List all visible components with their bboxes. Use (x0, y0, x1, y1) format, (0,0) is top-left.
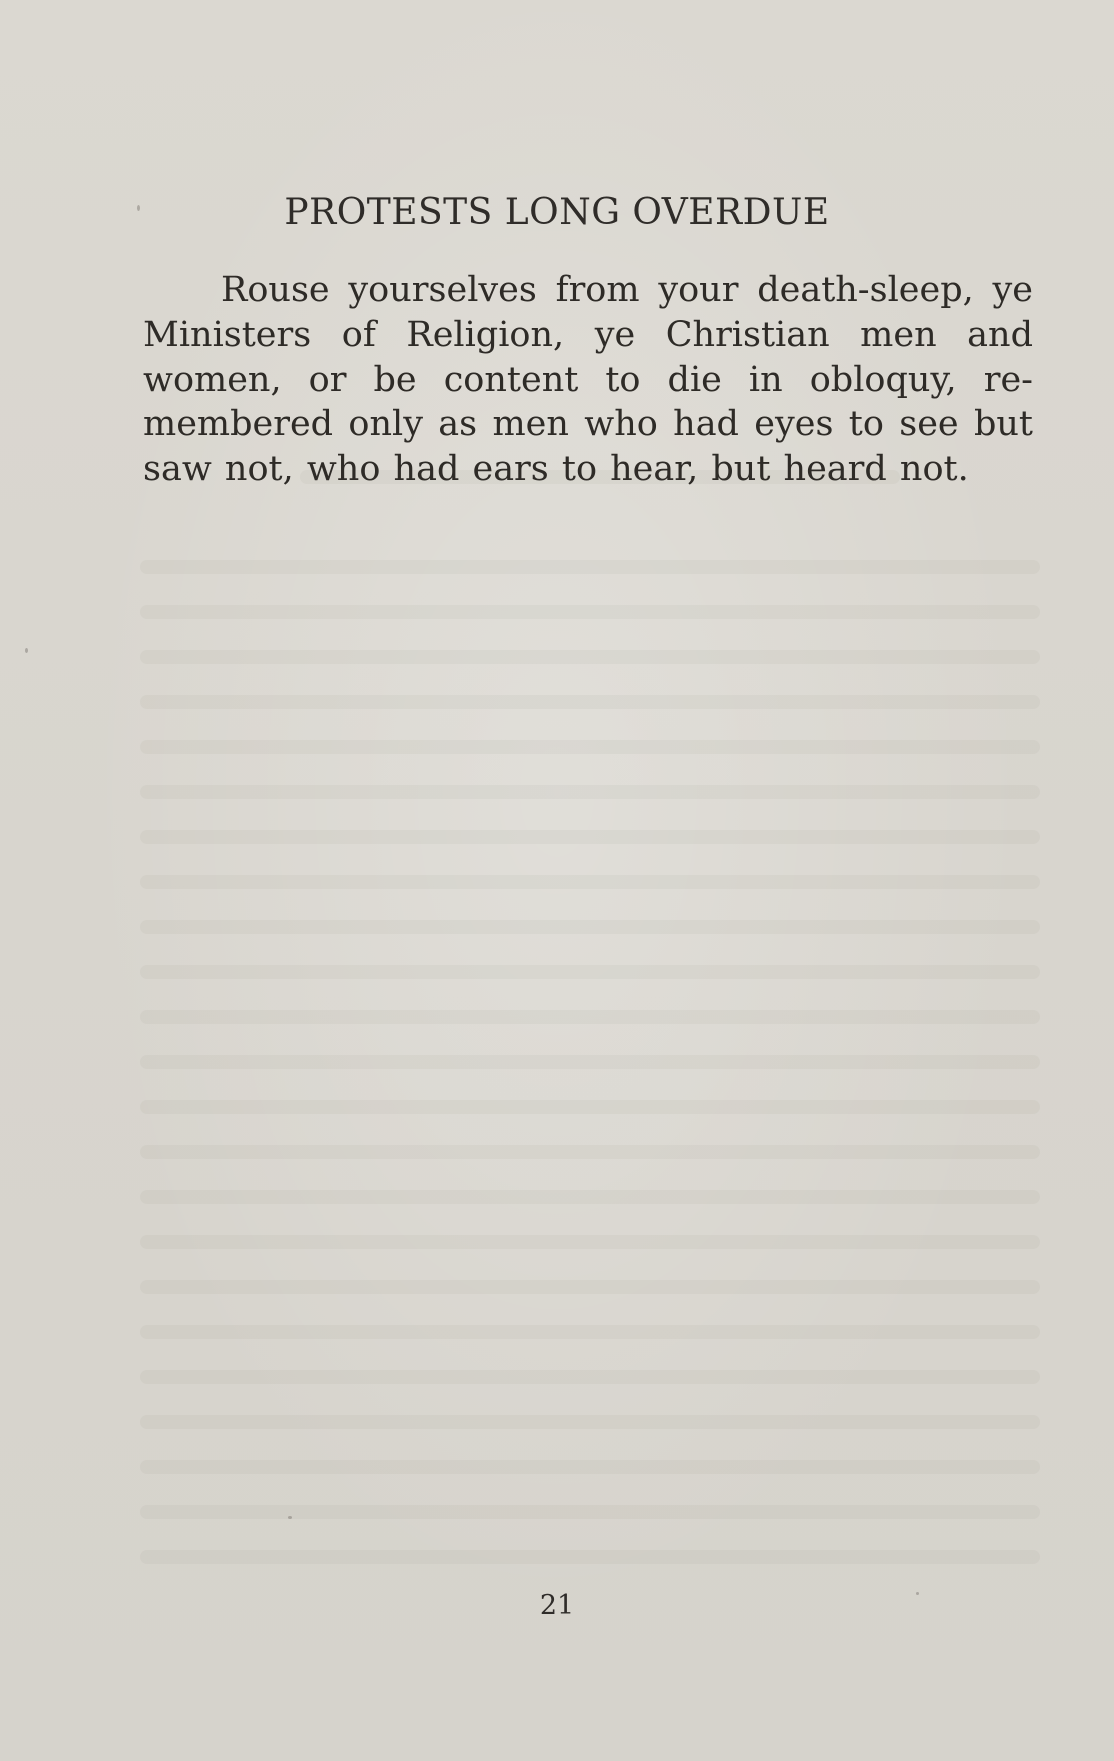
page-number: 21 (539, 1590, 575, 1621)
paper-speck (25, 648, 28, 653)
paper-speck (916, 1592, 919, 1595)
show-through-line (140, 1190, 1040, 1204)
show-through-text-texture (140, 470, 1040, 1620)
show-through-line (140, 965, 1040, 979)
body-paragraph: Rouse yourselves from your death-sleep, ye Ministers of Religion, ye Christian men and women, or be content to die in obloquy, remembered only as men who had eyes to see but saw not, who had ears to hear, but heard not. (143, 270, 1033, 490)
show-through-line (140, 1280, 1040, 1294)
show-through-line (140, 695, 1040, 709)
chapter-heading: PROTESTS LONG OVERDUE (284, 192, 830, 233)
show-through-line (140, 875, 1040, 889)
show-through-line (140, 1505, 1040, 1519)
show-through-line (140, 1550, 1040, 1564)
show-through-line (140, 560, 1040, 574)
show-through-line (140, 605, 1040, 619)
show-through-line (140, 1415, 1040, 1429)
show-through-line (140, 920, 1040, 934)
show-through-line (140, 830, 1040, 844)
show-through-line (140, 1010, 1040, 1024)
show-through-line (140, 1460, 1040, 1474)
show-through-line (140, 785, 1040, 799)
show-through-line (140, 1370, 1040, 1384)
show-through-line (140, 1145, 1040, 1159)
show-through-line (140, 1100, 1040, 1114)
show-through-line (140, 650, 1040, 664)
paper-speck (137, 205, 140, 211)
paper-speck (288, 1516, 292, 1519)
show-through-line (140, 740, 1040, 754)
show-through-line (140, 1055, 1040, 1069)
show-through-line (140, 1235, 1040, 1249)
show-through-line (140, 1325, 1040, 1339)
